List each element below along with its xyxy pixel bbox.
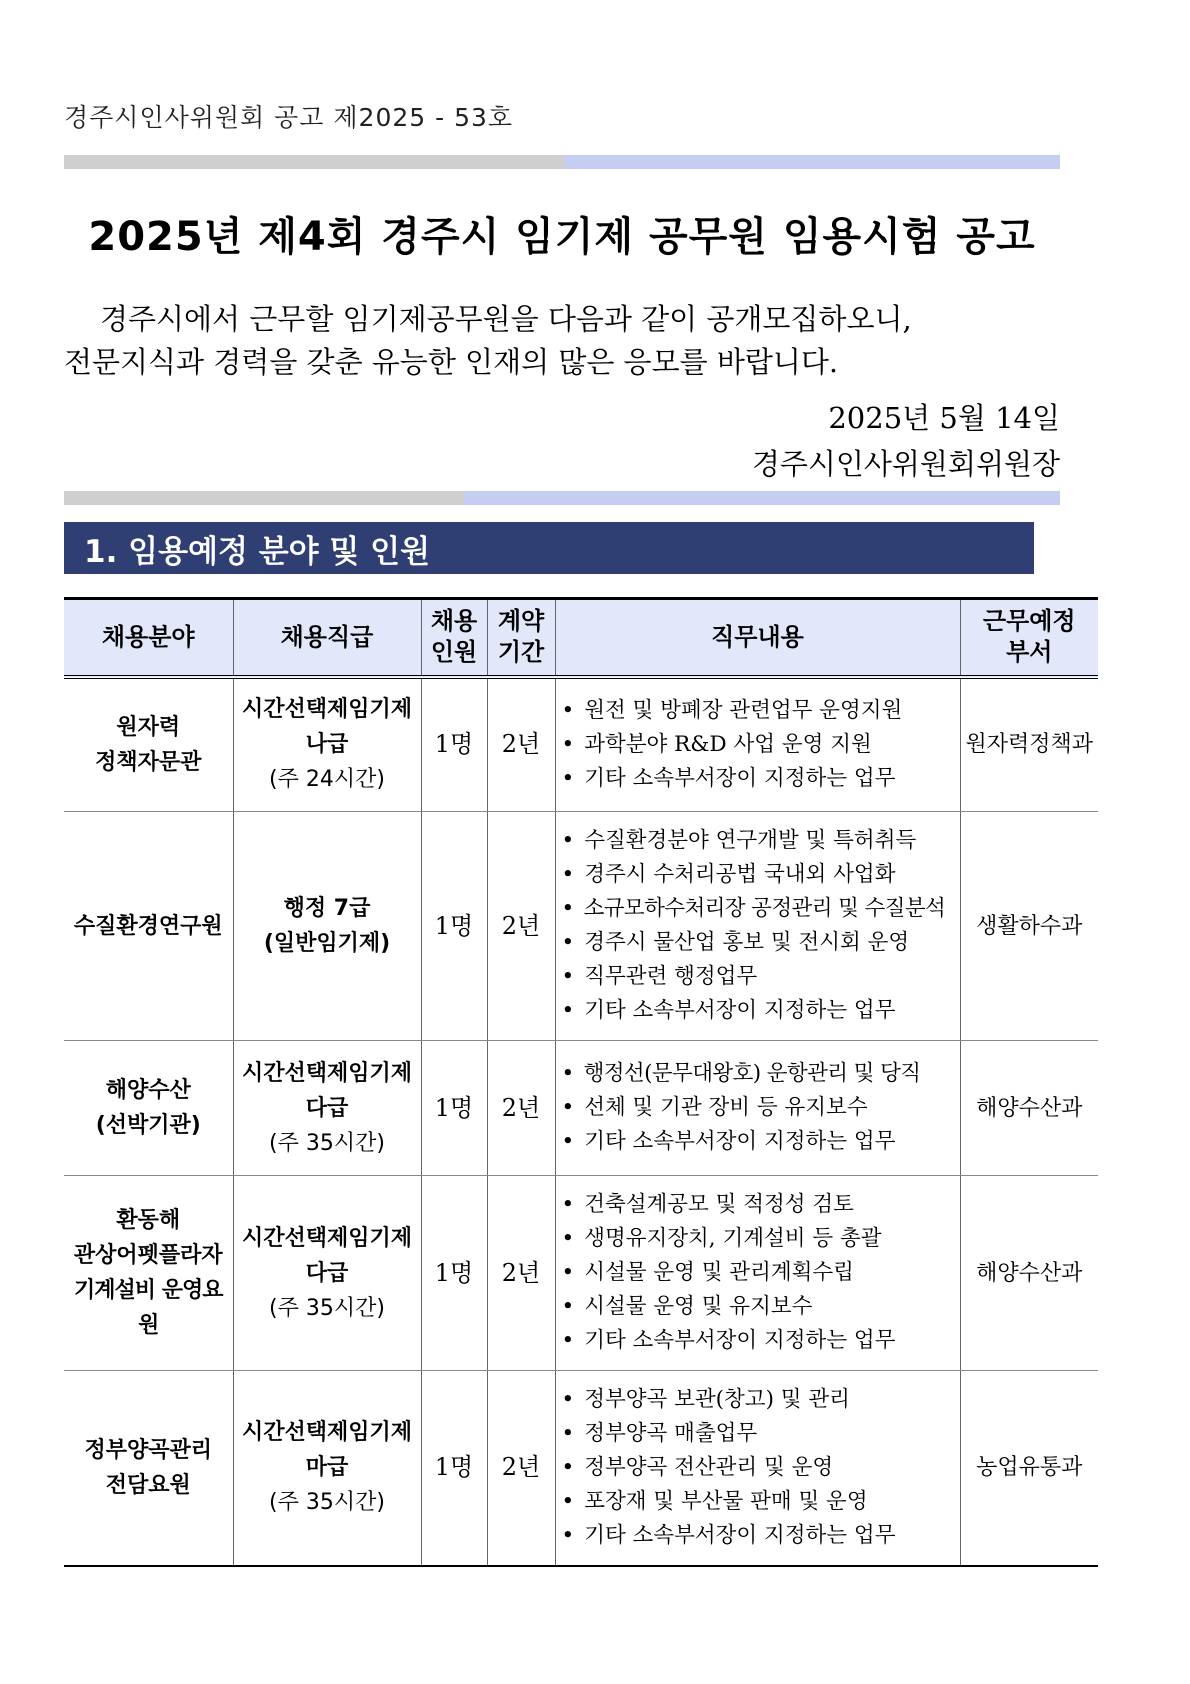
grade-line: (주 35시간) [269, 1130, 385, 1156]
table-row [64, 1371, 1098, 1566]
duty-item: • 소규모하수처리장 공정관리 및 수질분석 [560, 892, 960, 926]
header-duties: 직무내용 [555, 599, 960, 677]
cell-dept: 생활하수과 [960, 812, 1098, 1041]
cell-duties [555, 677, 960, 812]
notice-number: 경주시인사위원회 공고 제2025 - 53호 [64, 103, 514, 132]
cell-count: 1명 [421, 1176, 487, 1371]
header-period-l2: 기간 [497, 638, 545, 667]
cell-count: 1명 [421, 677, 487, 812]
recruitment-table [64, 597, 1098, 1567]
duty-item: • 직무관련 행정업무 [560, 960, 960, 994]
notice-signer: 경주시인사위원회위원장 [751, 447, 1060, 481]
duty-item: • 정부양곡 보관(창고) 및 관리 [560, 1383, 960, 1417]
table-row [64, 812, 1098, 1041]
page-title: 2025년 제4회 경주시 임기제 공무원 임용시험 공고 [88, 214, 1036, 260]
header-period-l1: 계약 [497, 607, 545, 636]
duty-item: • 정부양곡 매출업무 [560, 1417, 960, 1451]
duty-item: • 경주시 물산업 홍보 및 전시회 운영 [560, 926, 960, 960]
field-line: 정책자문관 [95, 749, 202, 775]
field-line: 관상어펫플라자 [73, 1243, 223, 1268]
cell-period: 2년 [487, 677, 555, 812]
duty-item: • 과학분야 R&D 사업 운영 지원 [560, 728, 960, 762]
header-grade: 채용직급 [233, 599, 421, 677]
cell-period: 2년 [487, 812, 555, 1041]
intro-paragraph [64, 298, 1060, 384]
divider-bar-top [64, 155, 1060, 169]
field-line: 전담요원 [105, 1472, 191, 1498]
duty-item: • 수질환경분야 연구개발 및 특허취득 [560, 824, 960, 858]
cell-field [64, 1041, 233, 1176]
grade-line: 행정 7급 [283, 896, 371, 921]
table-row [64, 1176, 1098, 1371]
header-count-l1: 채용 [430, 607, 478, 636]
cell-count: 1명 [421, 812, 487, 1041]
cell-dept: 농업유통과 [960, 1371, 1098, 1566]
field-line: 수질환경연구원 [73, 913, 223, 939]
cell-duties [555, 1176, 960, 1371]
duty-item: • 기타 소속부서장이 지정하는 업무 [560, 762, 960, 796]
cell-grade [233, 677, 421, 812]
cell-field [64, 1371, 233, 1566]
cell-period: 2년 [487, 1371, 555, 1566]
grade-line: 시간선택제임기제 [241, 697, 413, 723]
duty-item: • 시설물 운영 및 유지보수 [560, 1290, 960, 1324]
cell-field [64, 677, 233, 812]
cell-count: 1명 [421, 1371, 487, 1566]
duty-item: • 기타 소속부서장이 지정하는 업무 [560, 1125, 960, 1159]
field-line: 원자력 [116, 714, 181, 740]
header-dept [960, 599, 1098, 677]
duty-item: • 행정선(문무대왕호) 운항관리 및 당직 [560, 1057, 960, 1091]
cell-dept: 해양수산과 [960, 1176, 1098, 1371]
duty-item: • 선체 및 기관 장비 등 유지보수 [560, 1091, 960, 1125]
grade-line: (주 35시간) [269, 1490, 385, 1516]
header-dept-l2: 부서 [1006, 638, 1053, 667]
grade-line: 시간선택제임기제 [241, 1420, 413, 1446]
intro-line-1: 경주시에서 근무할 임기제공무원을 다음과 같이 공개모집하오니, [100, 302, 912, 336]
cell-grade [233, 812, 421, 1041]
cell-period: 2년 [487, 1041, 555, 1176]
divider-bar-bottom [64, 491, 1060, 505]
grade-line: 시간선택제임기제 [241, 1225, 413, 1251]
header-count [421, 599, 487, 677]
table-row [64, 1041, 1098, 1176]
grade-line: 다급 [305, 1095, 349, 1121]
duty-item: • 기타 소속부서장이 지정하는 업무 [560, 1324, 960, 1358]
header-count-l2: 인원 [430, 638, 478, 667]
cell-duties [555, 812, 960, 1041]
duty-item: • 포장재 및 부산물 판매 및 운영 [560, 1485, 960, 1519]
header-period [487, 599, 555, 677]
table-row [64, 677, 1098, 812]
cell-dept: 원자력정책과 [960, 677, 1098, 812]
grade-line: 나급 [305, 732, 349, 758]
cell-duties [555, 1041, 960, 1176]
field-line: 해양수산 [105, 1078, 191, 1103]
cell-count: 1명 [421, 1041, 487, 1176]
grade-line: 마급 [305, 1455, 349, 1481]
grade-line: (주 35시간) [269, 1295, 385, 1321]
grade-line: 다급 [305, 1260, 349, 1286]
grade-line: (주 24시간) [269, 767, 385, 793]
grade-line: (일반임기제) [263, 931, 391, 956]
notice-date: 2025년 5월 14일 [828, 401, 1060, 435]
cell-period: 2년 [487, 1176, 555, 1371]
field-line: 환동해 [116, 1208, 181, 1233]
intro-line-2: 전문지식과 경력을 갖춘 유능한 인재의 많은 응모를 바랍니다. [64, 345, 839, 379]
duty-item: • 기타 소속부서장이 지정하는 업무 [560, 994, 960, 1028]
field-line: (선박기관) [95, 1113, 201, 1138]
cell-duties [555, 1371, 960, 1566]
header-field: 채용분야 [64, 599, 233, 677]
duty-item: • 기타 소속부서장이 지정하는 업무 [560, 1519, 960, 1553]
cell-grade [233, 1371, 421, 1566]
cell-field [64, 812, 233, 1041]
cell-grade [233, 1041, 421, 1176]
table-header-row [64, 599, 1098, 677]
duty-item: • 원전 및 방폐장 관련업무 운영지원 [560, 694, 960, 728]
cell-field [64, 1176, 233, 1371]
duty-item: • 건축설계공모 및 적정성 검토 [560, 1188, 960, 1222]
field-line: 정부양곡관리 [84, 1437, 212, 1463]
duty-item: • 경주시 수처리공법 국내외 사업화 [560, 858, 960, 892]
section-heading: 1. 임용예정 분야 및 인원 [64, 522, 1034, 574]
field-line: 기계설비 운영요원 [74, 1278, 223, 1338]
cell-grade [233, 1176, 421, 1371]
grade-line: 시간선택제임기제 [241, 1060, 413, 1086]
duty-item: • 정부양곡 전산관리 및 운영 [560, 1451, 960, 1485]
header-dept-l1: 근무예정 [982, 607, 1076, 636]
duty-item: • 생명유지장치, 기계설비 등 총괄 [560, 1222, 960, 1256]
cell-dept: 해양수산과 [960, 1041, 1098, 1176]
duty-item: • 시설물 운영 및 관리계획수립 [560, 1256, 960, 1290]
